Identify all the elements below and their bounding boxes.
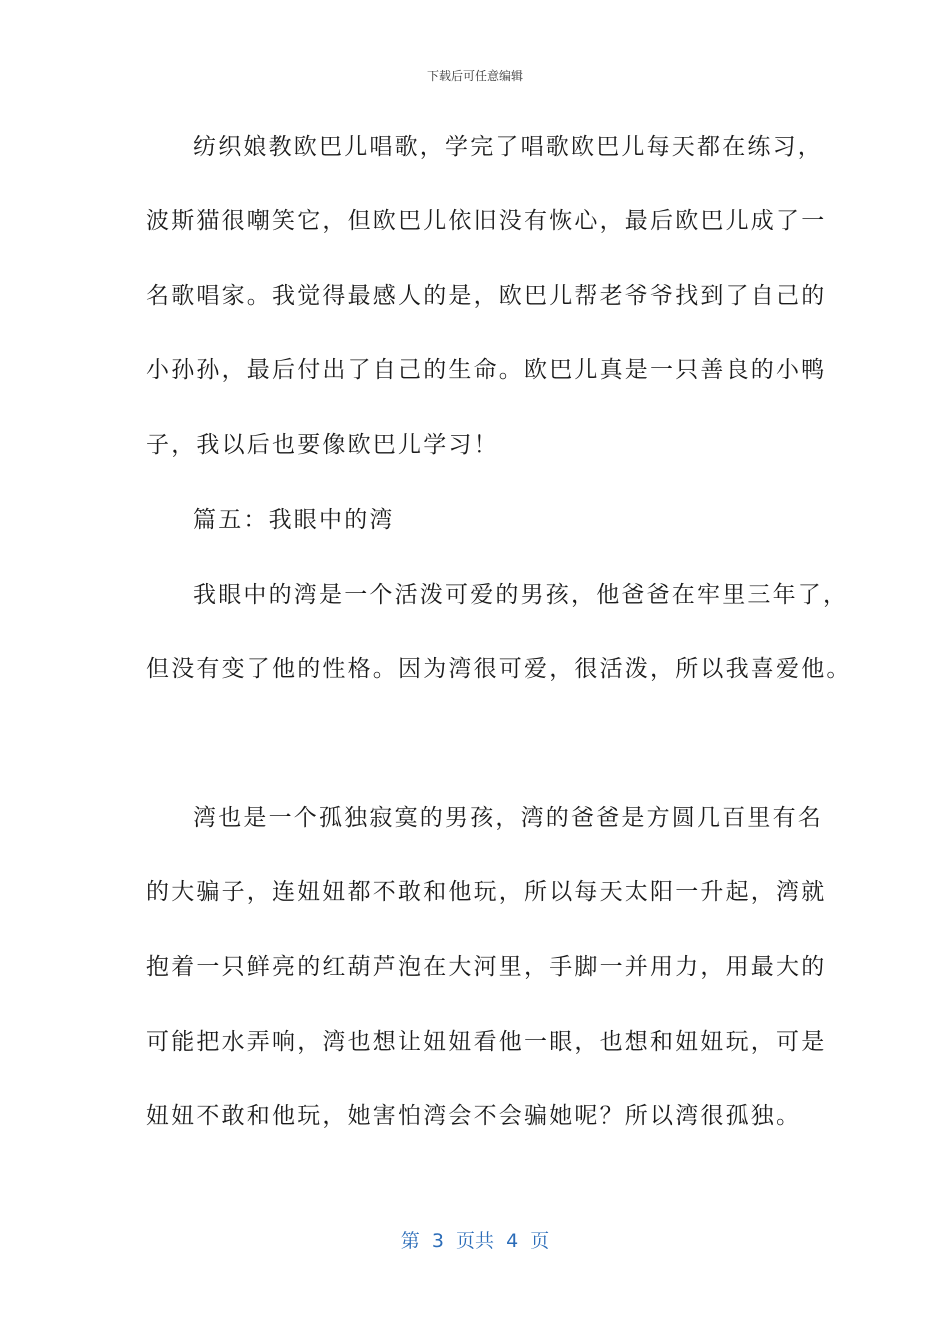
page-number-footer: 第 3 页共 4 页 <box>400 1230 550 1252</box>
paragraph-line: 湾也是一个孤独寂寞的男孩，湾的爸爸是方圆几百里有名 <box>193 805 823 831</box>
paragraph-line: 妞妞不敢和他玩，她害怕湾会不会骗她呢？所以湾很孤独。 <box>146 1103 802 1129</box>
paragraph-line: 波斯猫很嘲笑它，但欧巴儿依旧没有恢心，最后欧巴儿成了一 <box>146 208 827 234</box>
paragraph-line: 我眼中的湾是一个活泼可爱的男孩，他爸爸在牢里三年了， <box>193 582 849 608</box>
paragraph-line: 可能把水弄响，湾也想让妞妞看他一眼，也想和妞妞玩，可是 <box>146 1029 827 1055</box>
paragraph-line: 纺织娘教欧巴儿唱歌，学完了唱歌欧巴儿每天都在练习， <box>193 134 823 160</box>
page-header: 下载后可任意编辑 <box>426 69 523 83</box>
section-heading: 篇五：我眼中的湾 <box>193 507 395 533</box>
paragraph-line: 小孙孙，最后付出了自己的生命。欧巴儿真是一只善良的小鸭 <box>146 357 827 383</box>
paragraph-line: 的大骗子，连妞妞都不敢和他玩，所以每天太阳一升起，湾就 <box>146 879 827 905</box>
paragraph-line: 名歌唱家。我觉得最感人的是，欧巴儿帮老爷爷找到了自己的 <box>146 283 827 309</box>
paragraph-line: 但没有变了他的性格。因为湾很可爱，很活泼，所以我喜爱他。 <box>146 656 852 682</box>
paragraph-line: 子，我以后也要像欧巴儿学习！ <box>146 432 499 458</box>
paragraph-line: 抱着一只鲜亮的红葫芦泡在大河里，手脚一并用力，用最大的 <box>146 954 827 980</box>
